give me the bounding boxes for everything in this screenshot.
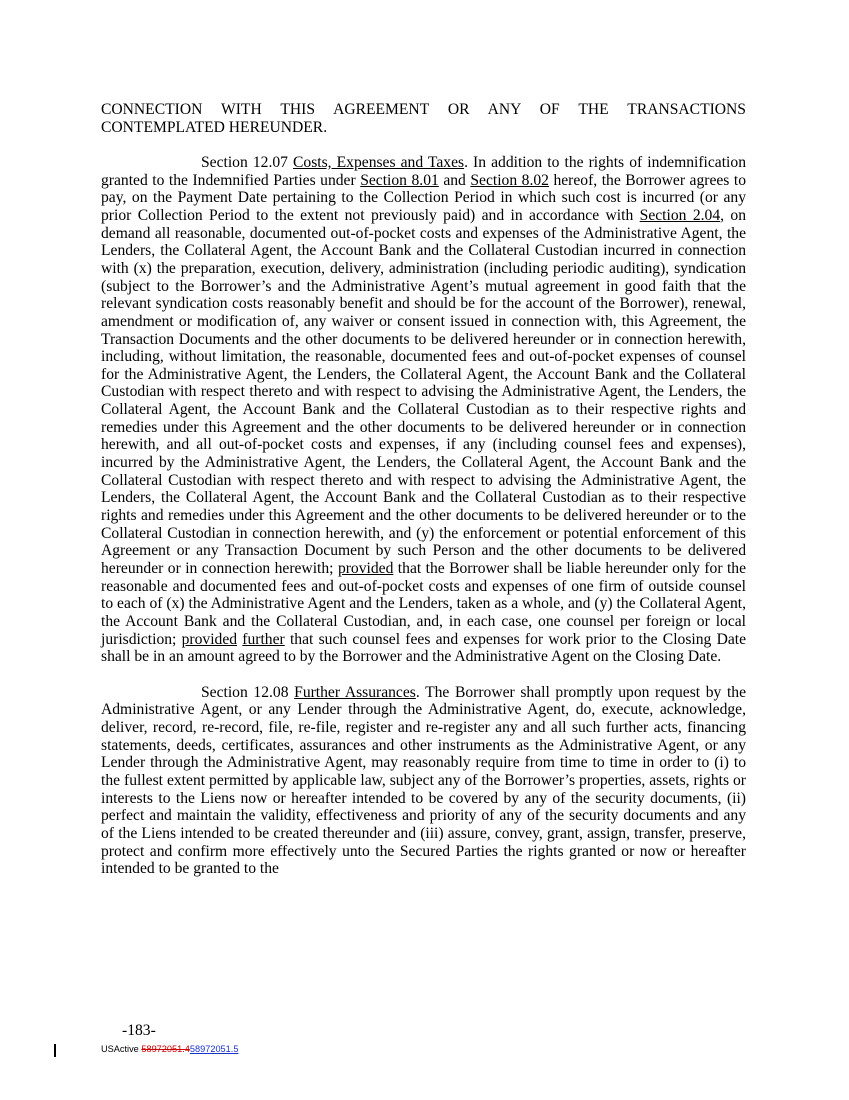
provided-term: provided [181, 630, 238, 648]
paragraph-text: . In addition to the rights of indemnification granted to the Indemnified Parties under [101, 153, 746, 189]
section-title: Costs, Expenses and Taxes [293, 153, 465, 171]
section-number: Section 12.07 [201, 153, 288, 171]
further-term: further [242, 630, 285, 648]
deleted-reference: 58972051.4 [141, 1044, 190, 1054]
paragraph-text: that such counsel fees and expenses for work prior to the Closing Date shall be in an amount agreed to by the Borrower and the Administrative Agent on the Closing Date. [101, 630, 747, 666]
section-reference: Section 8.02 [470, 171, 549, 189]
paragraph-gap [101, 666, 746, 684]
paragraph-text: and [438, 171, 471, 189]
section-reference: Section 8.01 [360, 171, 439, 189]
section-12-07-paragraph [101, 154, 746, 666]
inserted-reference: 58972051.5 [189, 1044, 239, 1054]
page-number: -183- [122, 1022, 156, 1039]
paragraph-text: that the Borrower shall be liable hereunder only for the reasonable and documented fees and out-of-pocket costs and expenses of one firm of outside counsel to each of (x) the Administrative Agent and the Lenders, taken as a whole, and (y) the Collateral Agent, the Account Bank and the Collateral Custodian, and, in each case, one counsel per foreign or local jurisdiction; [101, 560, 747, 648]
paragraph-text: . The Borrower shall promptly upon request by the Administrative Agent, or any Lender through the Administrative Agent, do, execute, acknowledge, deliver, record, re-record, file, re-file, register and re-register any and all such further acts, financing statements, deeds, certificates, assurances and other instruments as the Administrative Agent, or any Lender through the Administrative Agent, may reasonably require from time to time in order to (i) to the fullest extent permitted by applicable law, subject any of the Borrower’s properties, assets, rights or interests to the Liens now or hereafter intended to be covered by any of the security documents, (ii) perfect and maintain the validity, effectiveness and priority of any of the security documents and any of the Liens intended to be created thereunder and (iii) assure, convey, grant, assign, transfer, preserve, protect and confirm more effectively unto the Secured Parties the rights granted or now or hereafter intended to be granted to the [101, 683, 746, 878]
change-bar [54, 1044, 56, 1057]
document-reference [101, 1043, 238, 1055]
doc-prefix: USActive [101, 1044, 142, 1054]
section-number: Section 12.08 [201, 683, 289, 701]
provided-term: provided [337, 560, 394, 578]
paragraph-text: , on demand all reasonable, documented out-of-pocket costs and expenses of the Administrative Agent, the Lenders, the Collateral Agent, the Account Bank and the Collateral Custodian incurred in connection with (x) the preparation, execution, delivery, administration (including periodic auditing), syndication (subject to the Borrower’s and the Administrative Agent’s mutual agreement in good faith that the relevant syndication costs reasonably benefit and should be for the account of the Borrower), renewal, amendment or modification of, any waiver or consent issued in connection with, this Agreement, the Transaction Documents and the other documents to be delivered hereunder or in connection herewith, including, without limitation, the reasonable, documented fees and out-of-pocket expenses of counsel for the Administrative Agent, the Lenders, the Collateral Agent, the Account Bank and the Collateral Custodian with respect thereto and with respect to advising the Administrative Agent, the Lenders, the Collateral Agent, the Account Bank and the Collateral Custodian as to their respective rights and remedies under this Agreement and the other documents to be delivered hereunder or in connection herewith, and all out-of-pocket costs and expenses, if any (including counsel fees and expenses), incurred by the Administrative Agent, the Lenders, the Collateral Agent, the Account Bank and the Collateral Custodian with respect thereto and with respect to advising the Administrative Agent, the Lenders, the Collateral Agent, the Account Bank and the Collateral Custodian as to their respective rights and remedies under this Agreement and the other documents to be delivered hereunder or to the Collateral Custodian in connection herewith, and (y) the enforcement or potential enforcement of this Agreement or any Transaction Document by such Person and the other documents to be delivered hereunder or in connection herewith; [101, 206, 747, 578]
paragraph-text: hereof, the Borrower agrees to pay, on the Payment Date pertaining to the Collection Period in which such cost is incurred (or any prior Collection Period to the extent not previously paid) and in accordance with [101, 171, 747, 224]
section-reference: Section 2.04 [639, 206, 721, 224]
section-12-08-paragraph [101, 684, 746, 878]
section-title: Further Assurances [294, 683, 416, 701]
paragraph-gap [101, 136, 746, 154]
intro-paragraph: CONNECTION WITH THIS AGREEMENT OR ANY OF THE TRANSACTIONS CONTEMPLATED HEREUNDER. [101, 101, 746, 136]
document-body [101, 101, 746, 878]
